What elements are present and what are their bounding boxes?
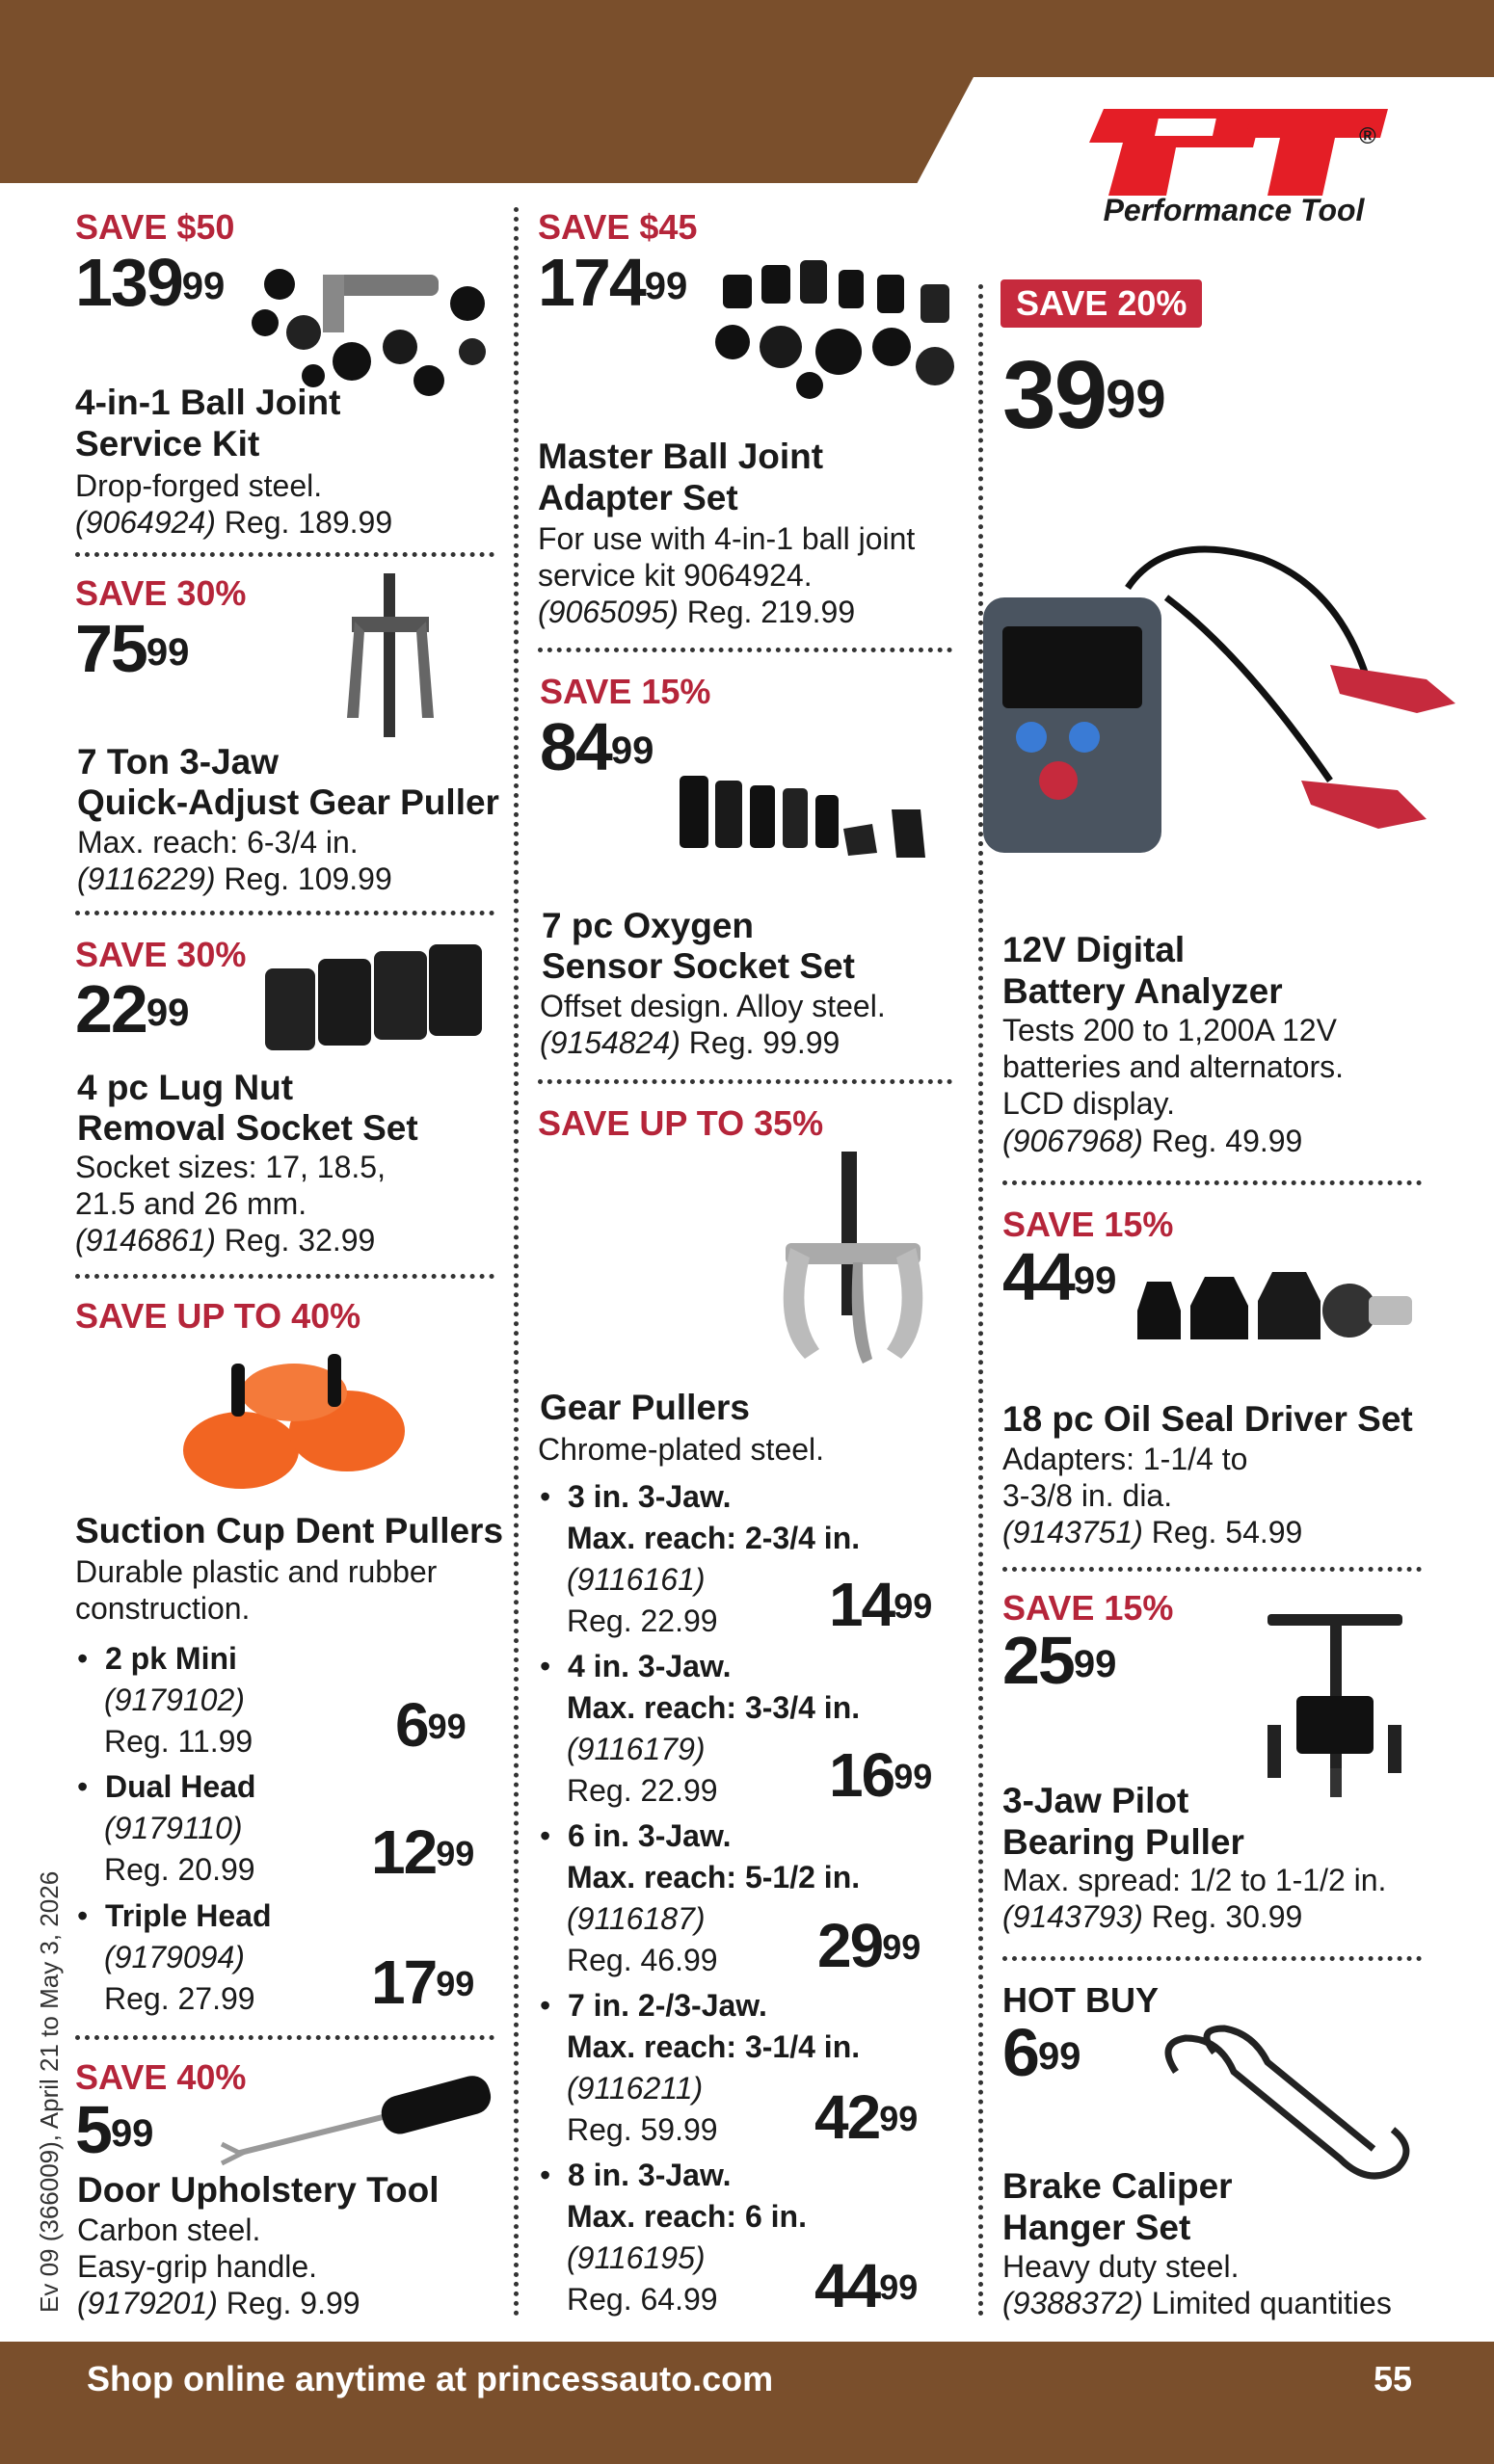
- variant-sku: (9116195): [567, 2240, 706, 2275]
- price: $139^{99}$: [75, 245, 226, 320]
- variant-reg: Reg. 22.99: [567, 1603, 718, 1638]
- divider: [75, 1274, 494, 1279]
- description-1: Adapters: 1-1/4 to: [1002, 1442, 1248, 1476]
- variant-price: $14^{99}$: [829, 1570, 933, 1639]
- title-line-1: 7 Ton 3-Jaw: [77, 742, 280, 782]
- bearing-puller-icon: [1253, 1600, 1417, 1812]
- price: $22^{99}$: [75, 971, 190, 1047]
- title-line-2: Removal Socket Set: [77, 1108, 418, 1148]
- title-line-2: Battery Analyzer: [1002, 971, 1283, 1011]
- variant-price: $12^{99}$: [371, 1817, 475, 1887]
- seal-driver-icon: [1133, 1253, 1422, 1349]
- description: Chrome-plated steel.: [538, 1432, 825, 1467]
- sku-reg: (9154824) Reg. 99.99: [540, 1025, 840, 1060]
- description: Heavy duty steel.: [1002, 2249, 1240, 2284]
- save-badge: SAVE 15%: [1002, 1205, 1174, 1244]
- variant-price: $44^{99}$: [814, 2251, 919, 2320]
- variant-reach: Max. reach: 5-1/2 in.: [567, 1860, 861, 1894]
- divider: [538, 1079, 952, 1084]
- description: Offset design. Alloy steel.: [540, 989, 886, 1023]
- variant-name: • 4 in. 3-Jaw.: [540, 1649, 732, 1683]
- title-line-2: Sensor Socket Set: [542, 946, 855, 986]
- price: $84^{99}$: [540, 709, 654, 784]
- title-line-2: Hanger Set: [1002, 2208, 1191, 2247]
- variant-reg: Reg. 59.99: [567, 2112, 718, 2147]
- socket-set-icon: [260, 940, 482, 1055]
- divider: [538, 648, 952, 652]
- gear-puller-2-icon: [766, 1152, 940, 1373]
- title: Door Upholstery Tool: [77, 2170, 440, 2210]
- description-3: LCD display.: [1002, 1086, 1176, 1121]
- save-badge: SAVE 20%: [1000, 279, 1202, 328]
- variant-reg: Reg. 11.99: [104, 1724, 253, 1759]
- variant-sku: (9116211): [567, 2071, 704, 2106]
- variant-name: • Dual Head: [77, 1769, 256, 1804]
- brand-name: Performance Tool: [1103, 193, 1365, 227]
- title-line-1: Brake Caliper: [1002, 2166, 1233, 2206]
- price: $5^{99}$: [75, 2092, 154, 2167]
- variant-name: • 7 in. 2-/3-Jaw.: [540, 1988, 767, 2023]
- save-badge: SAVE 30%: [75, 573, 247, 613]
- description-1: For use with 4-in-1 ball joint: [538, 521, 916, 556]
- description: Max. reach: 6-3/4 in.: [77, 825, 359, 860]
- variant-name: • Triple Head: [77, 1898, 272, 1933]
- variant-sku: (9179110): [104, 1811, 243, 1845]
- variant-name: • 8 in. 3-Jaw.: [540, 2158, 732, 2192]
- save-badge: SAVE UP TO 40%: [75, 1296, 361, 1336]
- title-line-1: 3-Jaw Pilot: [1002, 1781, 1189, 1820]
- title-line-2: Bearing Puller: [1002, 1822, 1244, 1862]
- adapter-set-icon: [704, 255, 964, 400]
- title-line-1: 7 pc Oxygen: [542, 906, 755, 945]
- sku-reg: (9116229) Reg. 109.99: [77, 861, 392, 896]
- description-2: batteries and alternators.: [1002, 1049, 1344, 1084]
- battery-analyzer-icon: [974, 511, 1475, 858]
- title-line-2: Service Kit: [75, 424, 260, 464]
- brand-logo: [1070, 104, 1398, 239]
- variant-sku: (9116179): [567, 1732, 706, 1766]
- hot-buy-badge: HOT BUY: [1002, 1980, 1159, 2020]
- title-line-2: Adapter Set: [538, 478, 738, 517]
- title: Gear Pullers: [540, 1388, 751, 1427]
- oxygen-socket-icon: [675, 771, 935, 867]
- sku-reg: (9179201) Reg. 9.99: [77, 2286, 360, 2320]
- description-1: Carbon steel.: [77, 2212, 261, 2247]
- title-line-1: Master Ball Joint: [538, 437, 824, 476]
- shop-online-link[interactable]: Shop online anytime at princessauto.com: [87, 2359, 774, 2398]
- variant-sku: (9116161): [567, 1562, 706, 1597]
- divider: [75, 2035, 494, 2040]
- description-2: construction.: [75, 1591, 251, 1626]
- save-badge: SAVE 30%: [75, 935, 247, 974]
- registered-mark: ®: [1359, 123, 1376, 149]
- save-badge: SAVE 40%: [75, 2057, 247, 2097]
- description-2: 3-3/8 in. dia.: [1002, 1478, 1173, 1513]
- title: 18 pc Oil Seal Driver Set: [1002, 1399, 1413, 1439]
- variant-reg: Reg. 46.99: [567, 1943, 718, 1977]
- description: Drop-forged steel.: [75, 468, 323, 503]
- ball-joint-kit-icon: [246, 255, 496, 400]
- variant-name: • 2 pk Mini: [77, 1641, 237, 1676]
- price: $174^{99}$: [538, 245, 688, 320]
- variant-reach: Max. reach: 3-1/4 in.: [567, 2029, 861, 2064]
- sku-note: (9388372) Limited quantities: [1002, 2286, 1392, 2320]
- variant-reach: Max. reach: 6 in.: [567, 2199, 807, 2234]
- description-1: Durable plastic and rubber: [75, 1554, 438, 1589]
- description-2: 21.5 and 26 mm.: [75, 1186, 307, 1221]
- variant-sku: (9179102): [104, 1682, 245, 1717]
- title-line-1: 12V Digital: [1002, 930, 1186, 969]
- variant-reg: Reg. 64.99: [567, 2282, 718, 2317]
- save-badge: SAVE 15%: [540, 672, 711, 711]
- variant-sku: (9116187): [567, 1901, 706, 1936]
- upholstery-tool-icon: [217, 2062, 496, 2168]
- title: Suction Cup Dent Pullers: [75, 1511, 504, 1550]
- variant-reg: Reg. 20.99: [104, 1852, 255, 1887]
- edition-note: Ev 09 (366009), April 21 to May 3, 2026: [35, 1870, 64, 2313]
- sku-reg: (9143793) Reg. 30.99: [1002, 1899, 1303, 1934]
- variant-reg: Reg. 27.99: [104, 1981, 255, 2016]
- description-1: Tests 200 to 1,200A 12V: [1002, 1013, 1337, 1047]
- save-badge: SAVE $45: [538, 207, 698, 247]
- variant-sku: (9179094): [104, 1940, 245, 1974]
- price: $44^{99}$: [1002, 1239, 1117, 1314]
- divider: [75, 911, 494, 915]
- save-badge: SAVE 15%: [1002, 1588, 1174, 1628]
- description-1: Socket sizes: 17, 18.5,: [75, 1150, 386, 1184]
- variant-price: $29^{99}$: [817, 1911, 921, 1980]
- title-line-1: 4 pc Lug Nut: [77, 1068, 294, 1107]
- sku-reg: (9146861) Reg. 32.99: [75, 1223, 376, 1258]
- description: Max. spread: 1/2 to 1-1/2 in.: [1002, 1863, 1387, 1897]
- variant-name: • 6 in. 3-Jaw.: [540, 1818, 732, 1853]
- column-divider-left: [514, 207, 519, 2318]
- variant-name: • 3 in. 3-Jaw.: [540, 1479, 732, 1514]
- divider: [1002, 1567, 1422, 1572]
- price: $75^{99}$: [75, 611, 190, 686]
- sku-reg: (9143751) Reg. 54.99: [1002, 1515, 1303, 1550]
- variant-price: $17^{99}$: [371, 1947, 475, 2017]
- price: $39^{99}$: [1002, 341, 1166, 449]
- divider: [1002, 1180, 1422, 1185]
- variant-reg: Reg. 22.99: [567, 1773, 718, 1808]
- save-badge: SAVE $50: [75, 207, 235, 247]
- variant-price: $42^{99}$: [814, 2082, 919, 2152]
- pt-logo-icon: [1070, 104, 1398, 200]
- sku-reg: (9064924) Reg. 189.99: [75, 505, 393, 540]
- save-badge: SAVE UP TO 35%: [538, 1103, 824, 1143]
- title-line-1: 4-in-1 Ball Joint: [75, 383, 341, 422]
- price: $25^{99}$: [1002, 1623, 1117, 1698]
- variant-reach: Max. reach: 2-3/4 in.: [567, 1521, 861, 1555]
- title-line-2: Quick-Adjust Gear Puller: [77, 782, 499, 822]
- variant-price: $16^{99}$: [829, 1740, 933, 1810]
- suction-cup-icon: [183, 1344, 405, 1498]
- gear-puller-icon: [337, 573, 443, 737]
- variant-reach: Max. reach: 3-3/4 in.: [567, 1690, 861, 1725]
- sku-reg: (9065095) Reg. 219.99: [538, 595, 856, 629]
- price: $6^{99}$: [1002, 2015, 1081, 2090]
- divider: [1002, 1956, 1422, 1961]
- description-2: service kit 9064924.: [538, 558, 813, 593]
- sku-reg: (9067968) Reg. 49.99: [1002, 1124, 1303, 1158]
- description-2: Easy-grip handle.: [77, 2249, 318, 2284]
- variant-price: $6^{99}$: [395, 1690, 467, 1760]
- divider: [75, 552, 494, 557]
- page-number: 55: [1374, 2359, 1413, 2398]
